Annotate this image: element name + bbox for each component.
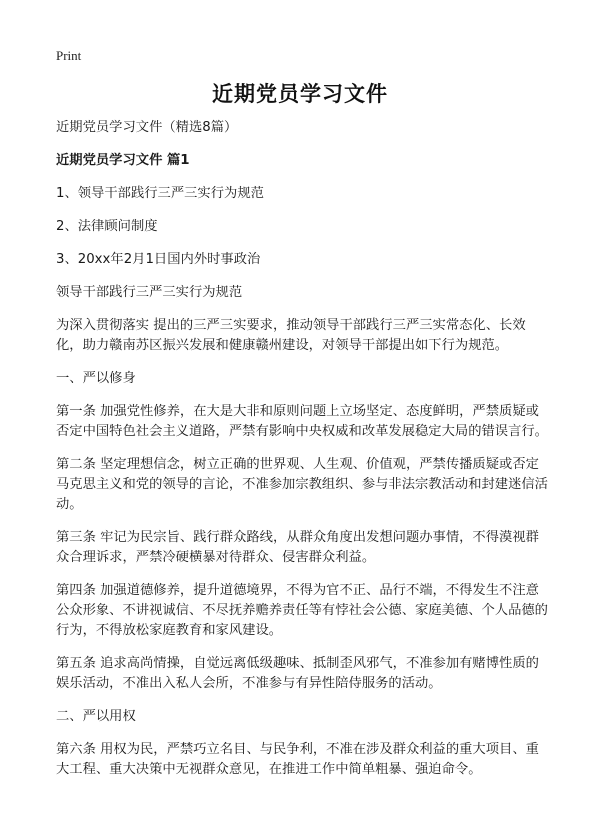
- article-paragraph: 第四条 加强道德修养，提升道德境界，不得为官不正、品行不端，不得发生不注意公众形象、不讲视诚信、不尽抚养赡养责任等有悖社会公德、家庭美德、个人品德的行为，不得放松家庭教育和家风建设。: [56, 583, 548, 638]
- list-item: 2、法律顾问制度: [56, 219, 158, 234]
- document-title: 近期党员学习文件: [212, 82, 388, 106]
- list-item: 1、领导干部践行三严三实行为规范: [56, 186, 264, 201]
- article-paragraph: 第三条 牢记为民宗旨、践行群众路线，从群众角度出发想问题办事情，不得漠视群众合理诉求，严禁冷硬横暴对待群众、侵害群众利益。: [56, 530, 539, 565]
- list-item: 3、20xx年2月1日国内外时事政治: [56, 252, 261, 267]
- body-paragraph: 为深入贯彻落实 提出的三严三实要求，推动领导干部践行三严三实常态化、长效化，助力赣南苏区振兴发展和健康赣州建设，对领导干部提出如下行为规范。: [56, 318, 526, 353]
- article-paragraph: 第六条 用权为民，严禁巧立名目、与民争利，不准在涉及群众利益的重大项目、重大工程、重大决策中无视群众意见，在推进工作中简单粗暴、强迫命令。: [56, 742, 539, 777]
- section-heading: 近期党员学习文件 篇1: [56, 153, 190, 168]
- article-paragraph: 第五条 追求高尚情操，自觉远离低级趣味、抵制歪风邪气，不准参加有赌博性质的娱乐活动，不准出入私人会所，不准参与有异性陪侍服务的活动。: [56, 656, 539, 691]
- subsection-title: 领导干部践行三严三实行为规范: [56, 285, 243, 300]
- chapter-heading: 一、严以修身: [56, 371, 136, 386]
- document-body: [56, 118, 550, 793]
- print-label: Print: [56, 48, 82, 63]
- article-paragraph: 第一条 加强党性修养，在大是大非和原则问题上立场坚定、态度鲜明，严禁质疑或否定中国特色社会主义道路，严禁有影响中央权威和改革发展稳定大局的错误言行。: [56, 404, 548, 439]
- article-paragraph: 第二条 坚定理想信念，树立正确的世界观、人生观、价值观，严禁传播质疑或否定马克思主义和党的领导的言论，不准参加宗教组织、参与非法宗教活动和封建迷信活动。: [56, 457, 548, 512]
- chapter-heading: 二、严以用权: [56, 709, 136, 724]
- document-subtitle: 近期党员学习文件（精选8篇）: [56, 120, 238, 135]
